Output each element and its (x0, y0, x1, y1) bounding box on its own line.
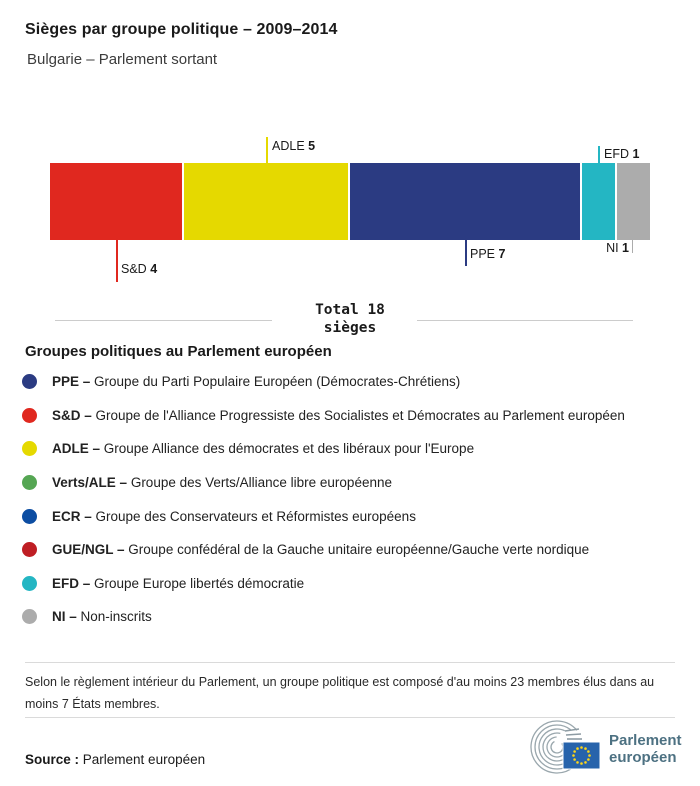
verts-ale-color-dot-icon (22, 475, 37, 490)
legend-list (22, 365, 678, 634)
legend-item-adle (22, 432, 678, 466)
legend-abbr: PPE – (52, 374, 91, 390)
ni-callout-label: NI 1 (606, 241, 629, 255)
legend-desc: Groupe Alliance des démocrates et des libéraux pour l'Europe (103, 441, 475, 457)
legend-abbr: Verts/ALE – (52, 475, 128, 491)
legend-item-ecr (22, 499, 678, 533)
legend-heading: Groupes politiques au Parlement européen (25, 343, 332, 360)
sd-callout-label: S&D 4 (121, 262, 158, 276)
seats-stacked-bar (50, 163, 650, 240)
legend-abbr: NI – (52, 609, 77, 625)
total-seats-label: Total 18 sièges (315, 302, 385, 336)
ecr-color-dot-icon (22, 509, 37, 524)
legend-item-ni (22, 600, 678, 634)
legend-abbr: S&D – (52, 407, 92, 423)
source-value: Parlement européen (82, 752, 206, 767)
legend-abbr: GUE/NGL – (52, 542, 125, 558)
legend-desc: Non-inscrits (80, 609, 152, 625)
legend-desc: Groupe du Parti Populaire Européen (Démocrates-Chrétiens) (94, 374, 461, 390)
efd-color-dot-icon (22, 576, 37, 591)
footer-divider-bottom (25, 717, 675, 718)
bar-segment-adle[interactable] (184, 163, 348, 240)
bar-segment-ppe[interactable] (350, 163, 580, 240)
ni-color-dot-icon (22, 609, 37, 624)
legend-desc: Groupe confédéral de la Gauche unitaire européenne/Gauche verte nordique (128, 542, 590, 558)
source-label: Source : (25, 752, 80, 767)
legend-abbr: EFD – (52, 575, 91, 591)
ni-callout-line (632, 240, 633, 253)
legend-desc: Groupe des Verts/Alliance libre européenne (130, 475, 392, 491)
adle-color-dot-icon (22, 441, 37, 456)
total-divider-right (417, 320, 633, 321)
ppe-callout-label: PPE 7 (470, 247, 506, 261)
page-title: Sièges par groupe politique – 2009–2014 (25, 21, 338, 38)
legend-item-verts-ale (22, 466, 678, 500)
legend-abbr: ADLE – (52, 441, 101, 457)
legend-item-sd (22, 399, 678, 433)
legend-desc: Groupe de l'Alliance Progressiste des Socialistes et Démocrates au Parlement européen (95, 407, 625, 423)
gue-ngl-color-dot-icon (22, 542, 37, 557)
adle-callout-line (266, 137, 268, 163)
sd-color-dot-icon (22, 408, 37, 423)
adle-callout-label: ADLE 5 (272, 139, 316, 153)
legend-abbr: ECR – (52, 508, 92, 524)
bar-segment-efd[interactable] (582, 163, 615, 240)
page-subtitle: Bulgarie – Parlement sortant (27, 51, 218, 68)
legend-desc: Groupe des Conservateurs et Réformistes européens (95, 508, 416, 524)
efd-callout-line (598, 146, 600, 163)
ppe-color-dot-icon (22, 374, 37, 389)
legend-item-gue-ngl (22, 533, 678, 567)
efd-callout-label: EFD 1 (604, 147, 640, 161)
logo-wordmark: Parlement européen (609, 732, 682, 766)
footer-divider-top (25, 662, 675, 663)
footnote: Selon le règlement intérieur du Parlement, un groupe politique est composé d'au moins 23 membres élus dans au moins 7 États membres. (25, 675, 655, 711)
sd-callout-line (116, 240, 118, 282)
bar-segment-ni[interactable] (617, 163, 650, 240)
ppe-callout-line (465, 240, 467, 266)
total-divider-left (55, 320, 272, 321)
legend-desc: Groupe Europe libertés démocratie (94, 575, 305, 591)
european-parliament-logo (527, 720, 682, 778)
hemicycle-eu-flag-icon (527, 719, 605, 779)
source-line (25, 752, 205, 767)
legend-item-efd (22, 567, 678, 601)
bar-segment-sd[interactable] (50, 163, 182, 240)
legend-item-ppe (22, 365, 678, 399)
